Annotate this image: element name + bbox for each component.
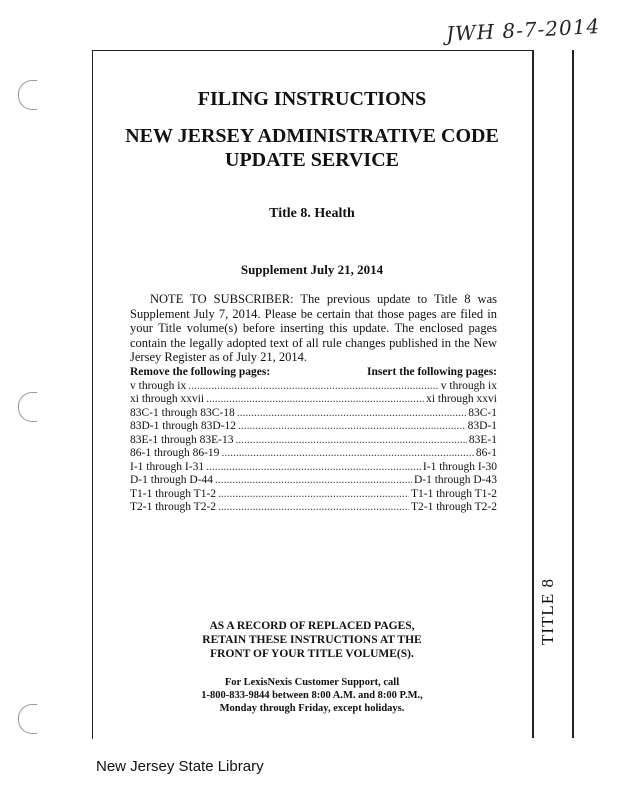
remove-pages: I-1 through I-31 — [130, 460, 205, 473]
tab-divider-left — [532, 50, 534, 738]
table-row — [130, 420, 497, 434]
remove-pages: T1-1 through T1-2 — [130, 487, 217, 500]
subheading-line-1: NEW JERSEY ADMINISTRATIVE CODE — [125, 125, 499, 147]
tab-divider-right — [572, 50, 574, 738]
handwritten-initials-date: JWH 8-7-2014 — [445, 13, 601, 47]
insert-pages: D-1 through D-43 — [413, 474, 497, 486]
leader-dots — [221, 447, 473, 461]
remove-pages: v through ix — [130, 379, 187, 392]
subscriber-note: NOTE TO SUBSCRIBER: The previous update to Title 8 was Supplement July 7, 2014. Please be certain that those pages are filed in your Title volume(s) before inserting this update. The enclosed pages contain the legally adopted text of all rule changes published in the New Jersey Register as of July 21, 2014. — [130, 292, 497, 364]
remove-pages: xi through xxvii — [130, 393, 205, 405]
remove-pages: 86-1 through 86-19 — [130, 447, 220, 459]
insert-pages: xi through xxvi — [426, 393, 497, 405]
insert-pages: I-1 through I-30 — [422, 460, 497, 473]
table-header — [130, 366, 497, 380]
record-line-2: RETAIN THESE INSTRUCTIONS AT THE — [202, 634, 422, 646]
page-heading: FILING INSTRUCTIONS — [197, 88, 427, 110]
punch-hole-bottom — [18, 704, 37, 734]
table-row — [130, 434, 497, 448]
customer-support — [92, 676, 532, 715]
record-line-3: FRONT OF YOUR TITLE VOLUME(S). — [210, 648, 414, 660]
insert-pages: T2-1 through T2-2 — [410, 501, 497, 513]
leader-dots — [235, 434, 466, 448]
library-footer: New Jersey State Library — [96, 758, 264, 775]
punch-hole-top — [18, 80, 37, 110]
page-replacement-table — [130, 366, 497, 515]
table-row — [130, 488, 497, 502]
record-notice — [92, 619, 532, 661]
punch-hole-middle — [18, 392, 37, 422]
leader-dots — [215, 474, 412, 488]
insert-pages: 83D-1 — [467, 420, 497, 432]
record-line-1: AS A RECORD OF REPLACED PAGES, — [209, 620, 415, 632]
insert-pages: 86-1 — [475, 447, 497, 459]
support-line-1: For LexisNexis Customer Support, call — [224, 677, 400, 688]
table-row — [130, 474, 497, 488]
table-rows — [130, 380, 497, 515]
support-line-2: 1-800-833-9844 between 8:00 A.M. and 8:00 P.M., — [201, 690, 423, 701]
leader-dots — [218, 501, 409, 515]
supplement-date: Supplement July 21, 2014 — [240, 262, 384, 277]
table-row — [130, 393, 497, 407]
insert-header: Insert the following pages: — [366, 366, 497, 378]
table-row — [130, 461, 497, 475]
table-row — [130, 407, 497, 421]
leader-dots — [238, 420, 466, 434]
remove-pages: D-1 through D-44 — [130, 474, 214, 486]
remove-pages: 83D-1 through 83D-12 — [130, 420, 237, 432]
leader-dots — [237, 407, 466, 421]
title-name: Title 8. Health — [269, 206, 355, 221]
remove-pages: 83E-1 through 83E-13 — [130, 433, 234, 446]
table-row — [130, 447, 497, 461]
insert-pages: 83E-1 — [468, 433, 497, 446]
subheading-line-2: UPDATE SERVICE — [225, 149, 399, 171]
leader-dots — [206, 461, 421, 475]
remove-pages: T2-1 through T2-2 — [130, 501, 217, 513]
remove-pages: 83C-1 through 83C-18 — [130, 406, 235, 419]
table-row — [130, 501, 497, 515]
table-row — [130, 380, 497, 394]
leader-dots — [206, 393, 424, 407]
page-subheading — [92, 124, 532, 172]
leader-dots — [218, 488, 409, 502]
insert-pages: 83C-1 — [468, 406, 497, 419]
leader-dots — [188, 380, 439, 394]
insert-pages: T1-1 through T1-2 — [410, 487, 497, 500]
insert-pages: v through ix — [440, 379, 497, 392]
title-tab-label: TITLE 8 — [538, 578, 557, 645]
remove-header: Remove the following pages: — [130, 366, 271, 378]
support-line-3: Monday through Friday, except holidays. — [219, 703, 405, 714]
